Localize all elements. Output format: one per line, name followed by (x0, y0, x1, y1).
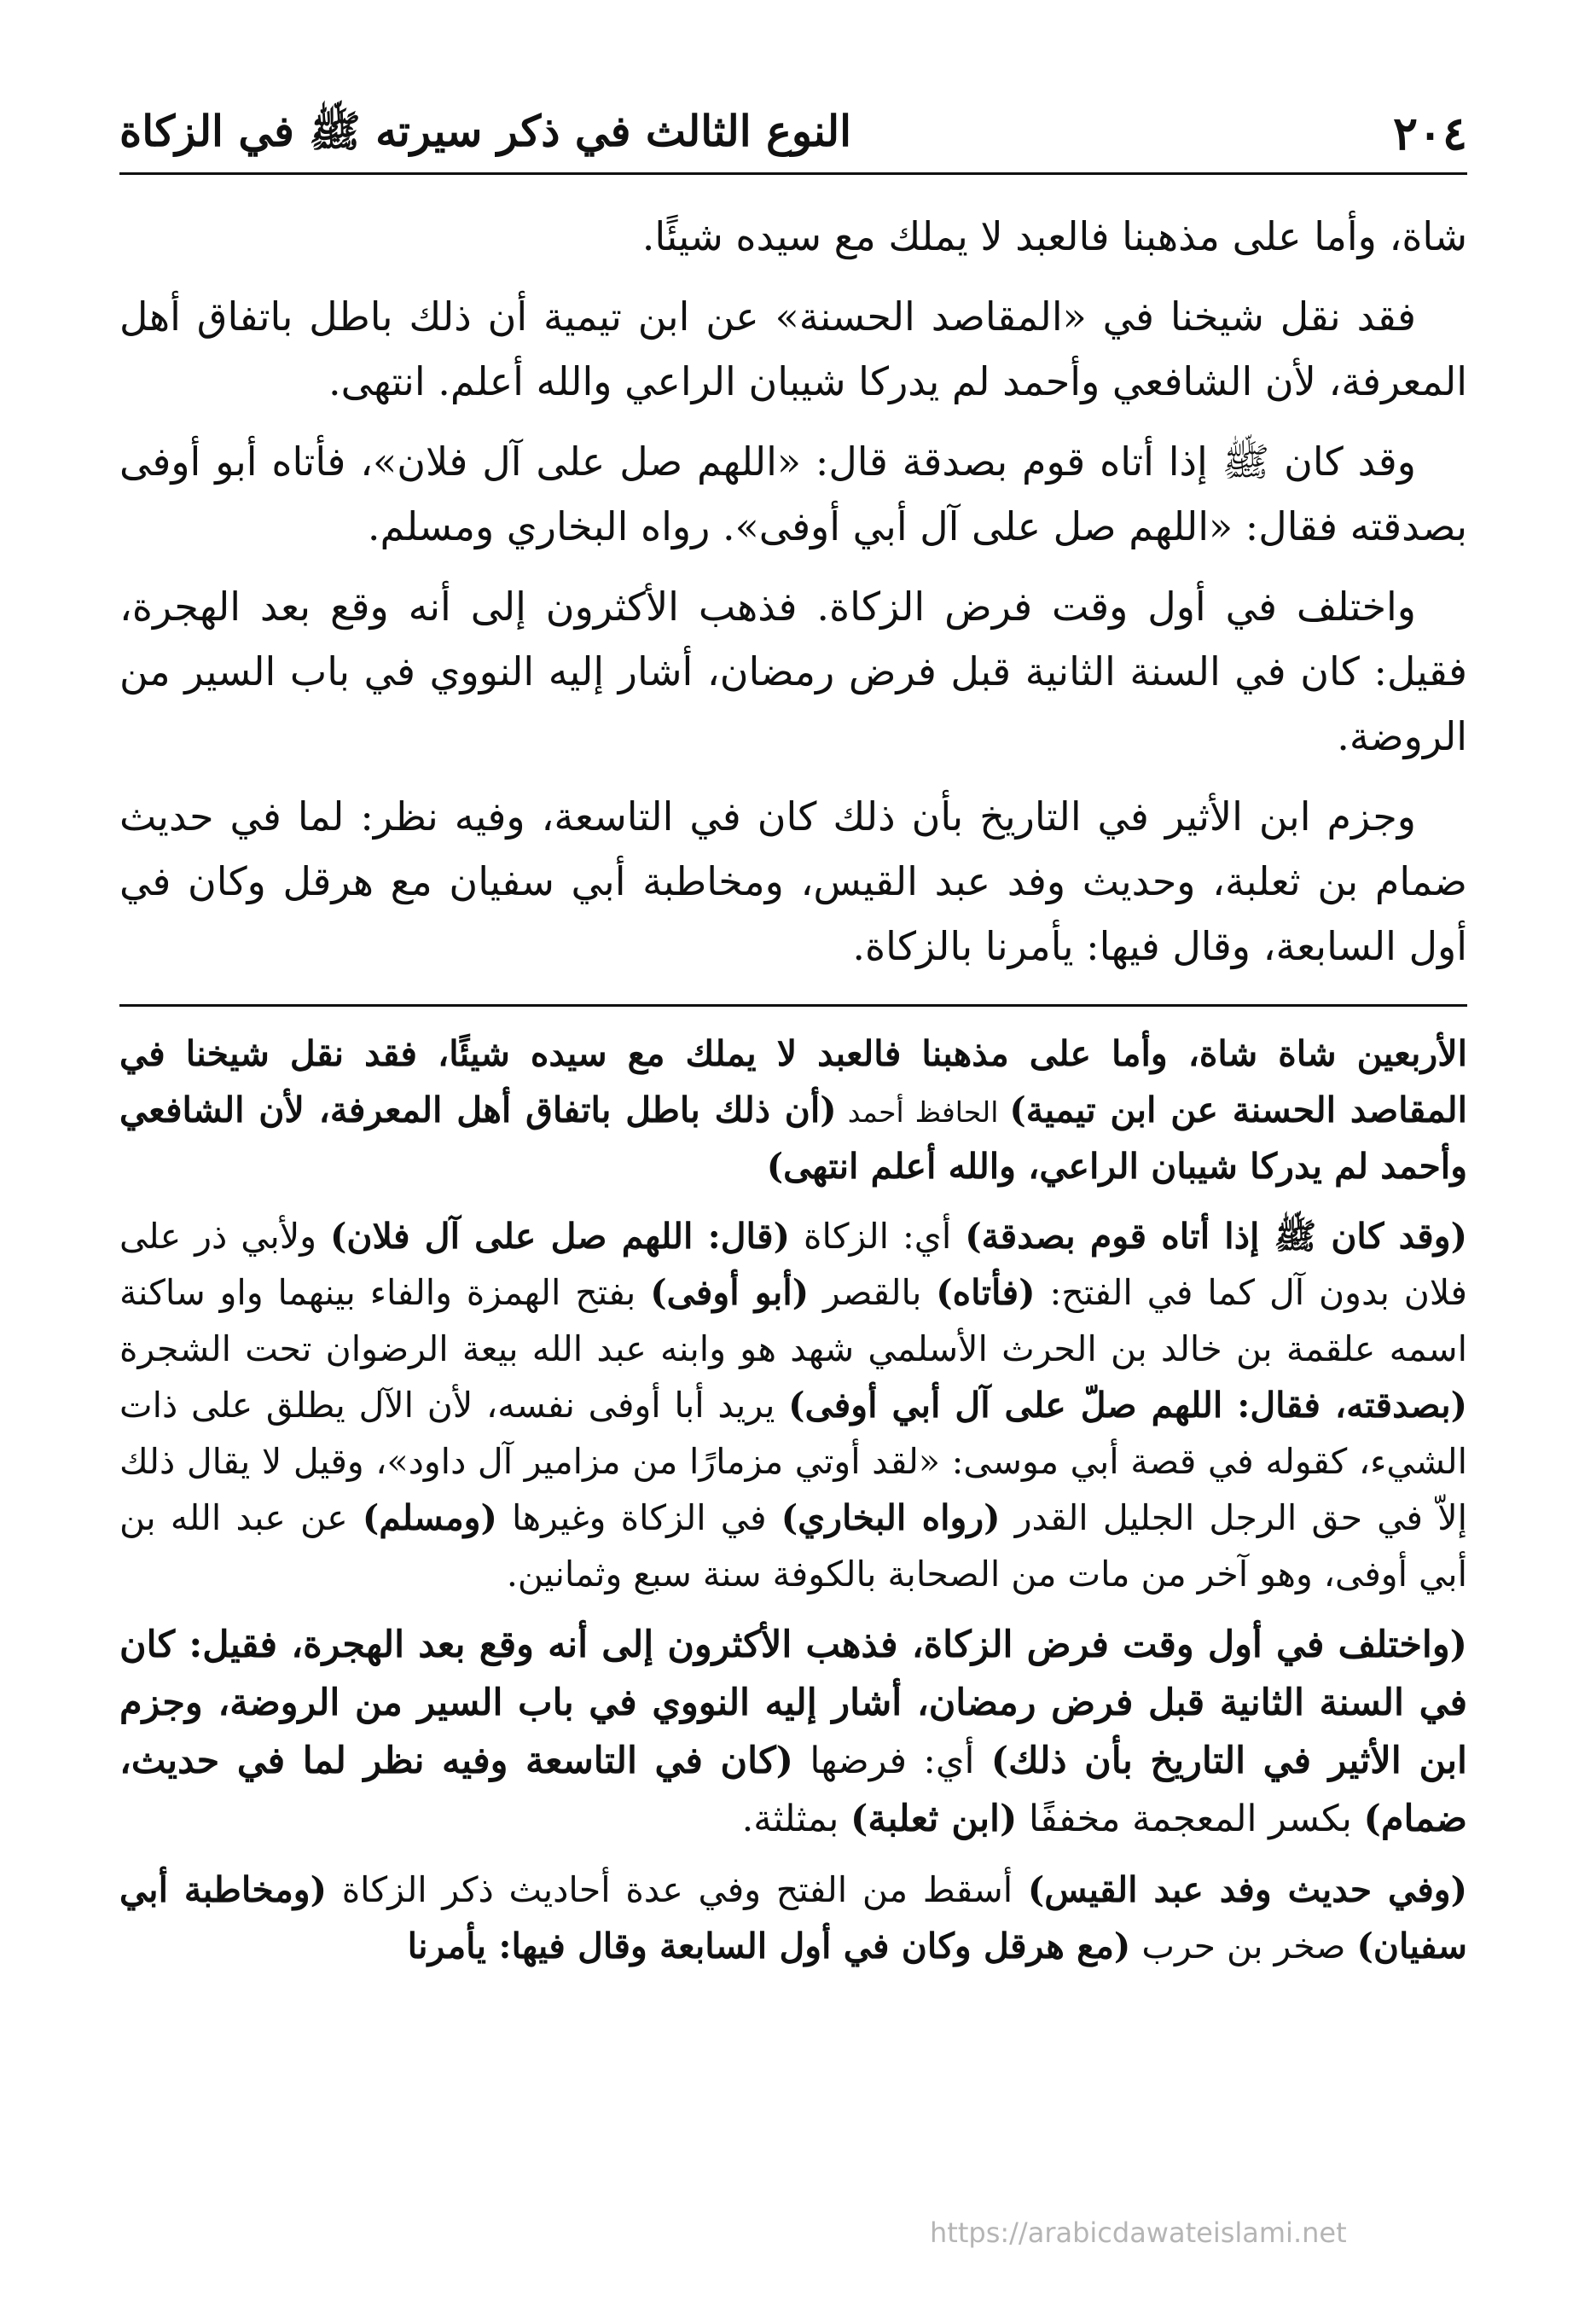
quoted-text: (أبو أوفى) (650, 1272, 810, 1313)
commentary-note: بفتح الهمزة والفاء بينهما واو ساكنة اسمه علقمة بن خالد بن الحرث الأسلمي شهد هو وابنه عبد الله بيعة الرضوان تحت الشجرة (119, 1272, 1467, 1369)
quoted-text: (رواه البخاري) (781, 1497, 1001, 1538)
quoted-text: (أن ذلك باطل باتفاق أهل المعرفة، لأن الشافعي وأحمد لم يدركا شيبان الراعي، والله أعلم انتهى) (119, 1089, 1467, 1187)
commentary-note: أي: الزكاة (789, 1216, 966, 1257)
quoted-text: (قال: اللهم صل على آل فلان) (329, 1216, 790, 1257)
quoted-text: (مع هرقل وكان في أول السابعة وقال فيها: يأمرنا (407, 1926, 1131, 1967)
main-paragraph: واختلف في أول وقت فرض الزكاة. فذهب الأكثرون إلى أنه وقع بعد الهجرة، فقيل: كان في السنة الثانية قبل فرض رمضان، أشار إليه النووي في باب السير من الروضة. (119, 584, 1467, 759)
section-divider (119, 1004, 1467, 1007)
book-page (119, 94, 1467, 2278)
commentary-note: بمثلثة. (741, 1798, 851, 1840)
main-text (119, 204, 1467, 979)
main-paragraph: فقد نقل شيخنا في «المقاصد الحسنة» عن ابن تيمية أن ذلك باطل باتفاق أهل المعرفة، لأن الشافعي وأحمد لم يدركا شيبان الراعي والله أعلم. انتهى. (119, 293, 1467, 404)
commentary-note: أي: فرضها (793, 1740, 991, 1782)
watermark-url: https://arabicdawateislami.net (930, 2217, 1347, 2249)
commentary-note: أسقط من الفتح وفي عدة أحاديث ذكر الزكاة (327, 1869, 1028, 1910)
commentary-note: الحافظ أحمد (836, 1095, 1010, 1129)
quoted-text: (واختلف في أول وقت فرض الزكاة، فذهب الأكثرون إلى أنه وقع بعد الهجرة، فقيل: كان في السنة الثانية قبل فرض رمضان، أشار إليه النووي في باب السير من الروضة، وجزم ابن الأثير في التاريخ بأن ذلك) (119, 1624, 1468, 1782)
running-title: النوع الثالث في ذكر سيرته ﷺ في الزكاة (119, 106, 851, 156)
commentary-note: بكسر المعجمة مخففًا (1017, 1798, 1364, 1840)
commentary-note: يريد أبا أوفى نفسه، لأن الآل يطلق على ذات الشيء، كقوله في قصة أبي موسى: «لقد أوتي مزمارًا من مزامير آل داود»، وقيل لا يقال ذلك إلاّ في حق الرجل الجليل القدر (119, 1385, 1467, 1538)
quoted-text: (كان في التاسعة وفيه نظر لما في حديث، ضمام) (119, 1740, 1467, 1840)
quoted-text: (ابن ثعلبة) (850, 1798, 1018, 1840)
commentary-paragraph (119, 1208, 1467, 1602)
commentary-text (119, 1025, 1467, 1974)
page-number: ٢٠٤ (1392, 106, 1467, 160)
commentary-paragraph (119, 1025, 1467, 1194)
quoted-text: الأربعين شاة شاة، وأما على مذهبنا فالعبد لا يملك مع سيده شيئًا، فقد نقل شيخنا في المقاصد الحسنة عن ابن تيمية) (119, 1033, 1467, 1130)
commentary-note: بالقصر (809, 1272, 937, 1313)
page-header (119, 94, 1467, 175)
quoted-text: (ومسلم) (362, 1497, 497, 1538)
quoted-text: (وقد كان ﷺ إذا أتاه قوم بصدقة) (965, 1216, 1467, 1257)
main-paragraph: وجزم ابن الأثير في التاريخ بأن ذلك كان في التاسعة، وفيه نظر: لما في حديث ضمام بن ثعلبة، وحديث وفد عبد القيس، ومخاطبة أبي سفيان مع هرقل وكان في أول السابعة، وقال فيها: يأمرنا بالزكاة. (119, 793, 1467, 969)
commentary-note: في الزكاة وغيرها (496, 1497, 781, 1538)
quoted-text: (بصدقته، فقال: اللهم صلّ على آل أبي أوفى) (788, 1385, 1468, 1426)
quoted-text: (وفي حديث وفد عبد القيس) (1027, 1869, 1468, 1910)
commentary-paragraph (119, 1616, 1467, 1848)
main-paragraph: شاة، وأما على مذهبنا فالعبد لا يملك مع سيده شيئًا. (641, 213, 1467, 259)
commentary-note: صخر بن حرب (1130, 1926, 1357, 1967)
main-paragraph: وقد كان ﷺ إذا أتاه قوم بصدقة قال: «اللهم صل على آل فلان»، فأتاه أبو أوفى بصدقته فقال: «اللهم صل على آل أبي أوفى». رواه البخاري ومسلم. (119, 439, 1467, 549)
quoted-text: (فأتاه) (936, 1272, 1036, 1313)
commentary-note: عن عبد الله بن أبي أوفى، وهو آخر من مات من الصحابة بالكوفة سنة سبع وثمانين. (119, 1497, 1467, 1595)
commentary-note: ولأبي ذر على فلان بدون آل كما في الفتح: (119, 1216, 1467, 1313)
quoted-text: (ومخاطبة أبي سفيان) (119, 1869, 1467, 1967)
commentary-paragraph (119, 1862, 1467, 1974)
